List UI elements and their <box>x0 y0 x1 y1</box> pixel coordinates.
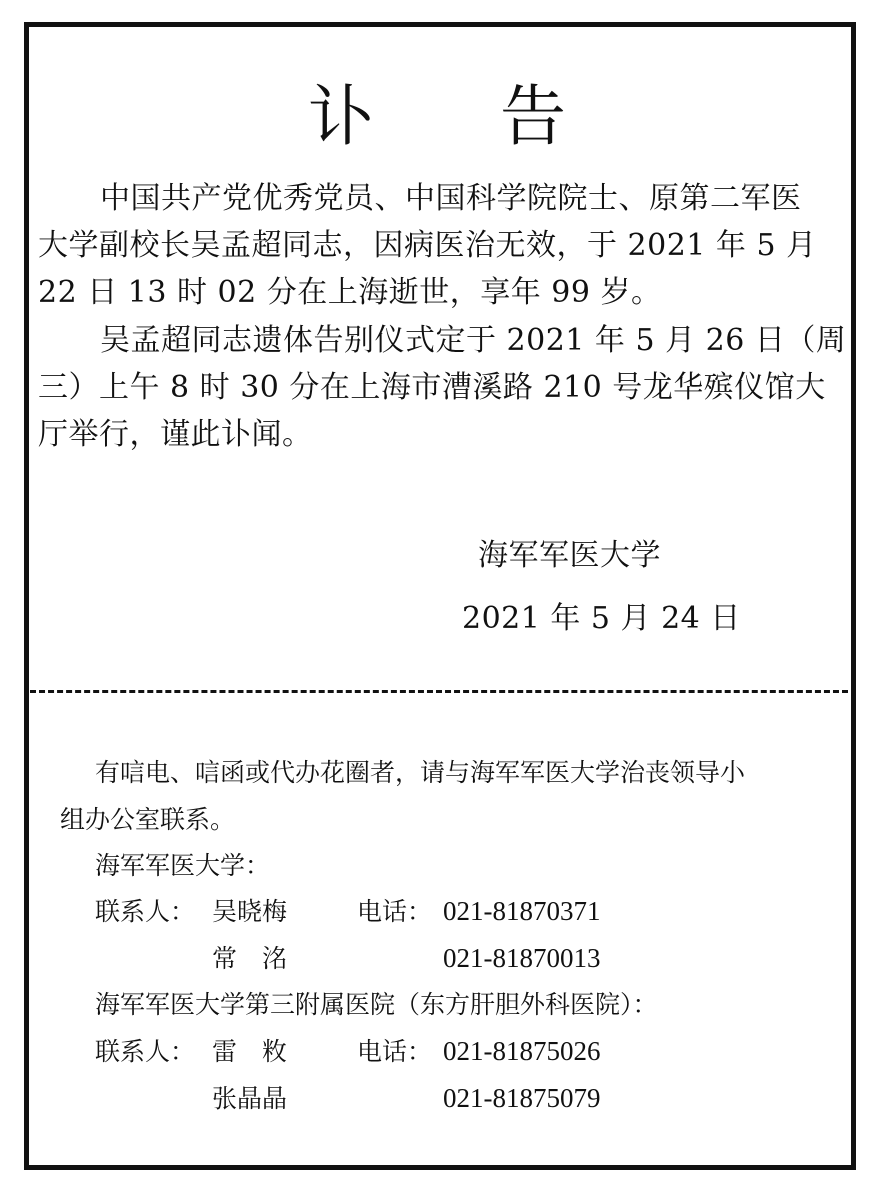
title-char-2: 告 <box>500 78 566 155</box>
contact-org: 海军军医大学第三附属医院（东方肝胆外科医院）： <box>95 990 658 1019</box>
contact-org: 海军军医大学： <box>95 851 271 880</box>
body-line: 大学副校长吴孟超同志，因病医治无效，于 2021 年 5 月 <box>38 228 817 263</box>
contact-name: 张晶晶 <box>212 1084 288 1113</box>
contact-label: 联系人： <box>95 1037 196 1066</box>
notice-line: 组办公室联系。 <box>60 805 236 834</box>
signature-org: 海军军医大学 <box>478 538 661 573</box>
contact-name: 常 洺 <box>212 944 288 973</box>
dashed-divider <box>30 690 848 693</box>
title-char-1: 讣 <box>308 78 374 155</box>
contact-name: 吴晓梅 <box>212 897 288 926</box>
body-line: 吴孟超同志遗体告别仪式定于 2021 年 5 月 26 日（周 <box>100 323 847 358</box>
notice-line: 有唁电、唁函或代办花圈者，请与海军军医大学治丧领导小 <box>95 758 746 787</box>
contact-phone: 021-81875079 <box>443 1083 601 1113</box>
body-line: 厅举行，谨此讣闻。 <box>38 417 313 452</box>
contact-phone: 021-81870371 <box>443 896 601 926</box>
body-line: 三）上午 8 时 30 分在上海市漕溪路 210 号龙华殡仪馆大 <box>38 370 826 405</box>
contact-phone: 021-81875026 <box>443 1036 601 1066</box>
body-line: 中国共产党优秀党员、中国科学院院士、原第二军医 <box>100 181 802 216</box>
contact-name: 雷 敉 <box>212 1037 288 1066</box>
contact-label: 联系人： <box>95 897 196 926</box>
contact-phone: 021-81870013 <box>443 943 601 973</box>
signature-date: 2021 年 5 月 24 日 <box>462 601 741 636</box>
phone-label: 电话： <box>357 1037 433 1066</box>
body-line: 22 日 13 时 02 分在上海逝世，享年 99 岁。 <box>38 275 662 310</box>
phone-label: 电话： <box>357 897 433 926</box>
